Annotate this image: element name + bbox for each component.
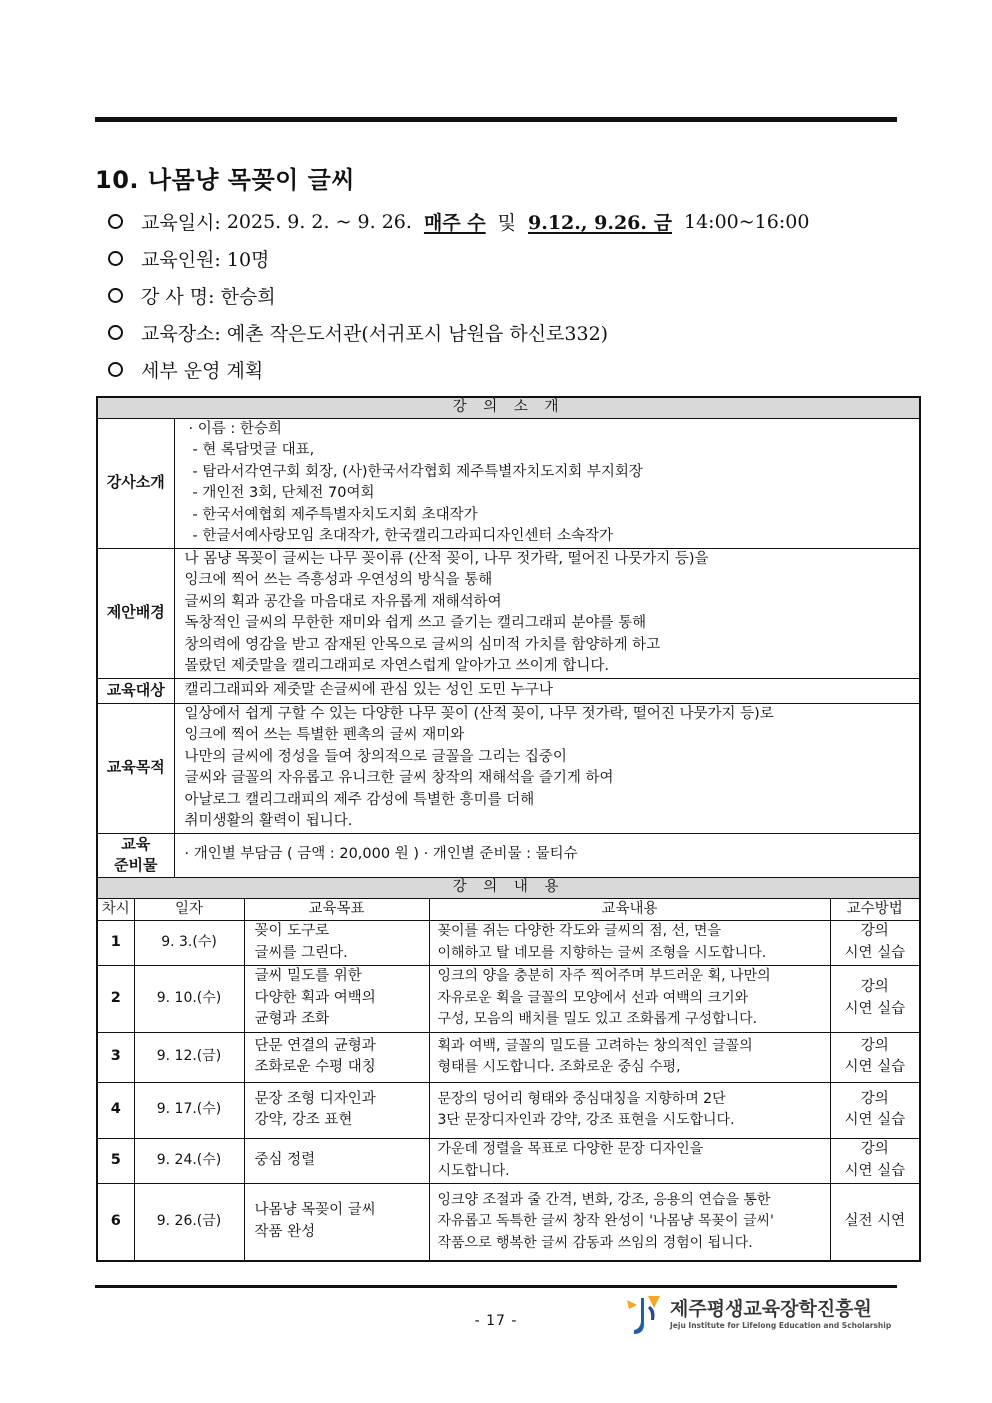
instructor-line: - 개인전 3회, 단체전 70여회 — [192, 485, 375, 501]
method-line: 강의 — [860, 979, 889, 995]
target-label: 교육대상 — [97, 678, 174, 703]
purpose-line: 나만의 글씨에 정성을 들여 창의적으로 글꼴을 그리는 집중이 — [184, 748, 567, 765]
target-text: 캘리그래피와 제줏말 손글씨에 관심 있는 성인 도민 누구나 — [174, 678, 920, 703]
content-line: 잉크의 양을 충분히 자주 찍어주며 부드러운 획, 나만의 — [437, 968, 771, 985]
content-line: 문장의 덩어리 형태와 중심대칭을 지향하며 2단 — [437, 1090, 726, 1107]
session-date: 9. 24.(수) — [134, 1138, 244, 1183]
session-method — [830, 1032, 920, 1082]
instructor-line: - 현 록담멋글 대표, — [192, 442, 315, 458]
plan-text: 세부 운영 계획 — [141, 360, 264, 382]
session-date: 9. 17.(수) — [134, 1082, 244, 1138]
goal-line: 조화로운 수평 대칭 — [254, 1059, 376, 1075]
capacity-text: 교육인원: 10명 — [141, 249, 270, 271]
session-method — [830, 920, 920, 965]
session-date: 9. 12.(금) — [134, 1032, 244, 1082]
table-row — [97, 1138, 920, 1183]
session-goal — [244, 1082, 429, 1138]
instructor-line: - 한국서예협회 제주특별자치도지회 초대작가 — [192, 506, 478, 523]
header-session: 차시 — [97, 898, 134, 920]
materials-label-line: 준비물 — [114, 856, 158, 874]
session-date: 9. 10.(수) — [134, 965, 244, 1032]
method-line: 시연 실습 — [844, 1059, 906, 1075]
goal-line: 균형과 조화 — [254, 1011, 330, 1028]
goal-line: 꽂이 도구로 — [254, 923, 330, 939]
org-logo-mark-icon — [624, 1294, 666, 1338]
session-date: 9. 3.(수) — [134, 920, 244, 965]
session-method — [830, 1183, 920, 1261]
session-date: 9. 26.(금) — [134, 1183, 244, 1261]
session-goal — [244, 1183, 429, 1261]
content-line: 획과 여백, 글꼴의 밀도를 고려하는 창의적인 글꼴의 — [437, 1037, 753, 1054]
session-content — [429, 1183, 830, 1261]
background-line: 글씨의 획과 공간을 마음대로 자유롭게 재해석하여 — [184, 593, 502, 610]
session-content — [429, 965, 830, 1032]
method-line: 강의 — [860, 1141, 889, 1157]
method-line: 강의 — [860, 1037, 889, 1054]
session-content — [429, 1032, 830, 1082]
instructor-line: - 한글서예사랑모임 초대작가, 한국캘리그라피디자인센터 소속작가 — [192, 528, 613, 544]
table-row — [97, 1082, 920, 1138]
background-line: 잉크에 찍어 쓰는 즉흥성과 우연성의 방식을 통해 — [184, 572, 493, 588]
session-number: 5 — [97, 1138, 134, 1183]
method-line: 강의 — [860, 1090, 889, 1107]
instructor-intro-body — [174, 418, 920, 548]
lecture-intro-band: 강 의 소 개 — [97, 397, 920, 418]
goal-line: 단문 연결의 균형과 — [254, 1037, 376, 1054]
content-line: 가운데 정렬을 목표로 다양한 문장 디자인을 — [437, 1141, 704, 1157]
purpose-line: 아날로그 캘리그래피의 제주 감성에 특별한 흥미를 더해 — [184, 791, 535, 808]
schedule-label: 교육일시: — [141, 212, 221, 234]
session-number: 1 — [97, 920, 134, 965]
method-line: 시연 실습 — [844, 1162, 906, 1179]
plan-table — [96, 396, 921, 1262]
session-method — [830, 1082, 920, 1138]
goal-line: 강약, 강조 표현 — [254, 1112, 353, 1128]
session-number: 3 — [97, 1032, 134, 1082]
info-capacity — [108, 240, 898, 277]
info-venue — [108, 314, 898, 351]
goal-line: 글씨를 그린다. — [254, 944, 348, 961]
content-line: 구성, 모음의 배치를 밀도 있고 조화롭게 구성합니다. — [437, 1011, 758, 1028]
purpose-line: 잉크에 찍어 쓰는 특별한 펜촉의 글씨 재미와 — [184, 727, 465, 743]
session-method — [830, 1138, 920, 1183]
page-number: - 17 - — [474, 1313, 518, 1329]
method-line: 실전 시연 — [844, 1213, 906, 1229]
session-number: 4 — [97, 1082, 134, 1138]
goal-line: 나몸냥 목꽂이 글씨 — [254, 1202, 376, 1219]
goal-line: 글씨 밀도를 위한 — [254, 968, 362, 985]
schedule-and: 및 — [497, 212, 516, 234]
instructor-line: - 탐라서각연구회 회장, (사)한국서각협회 제주특별자치도지회 부지회장 — [192, 463, 643, 480]
background-line: 몰랐던 제줏말을 캘리그래피로 자연스럽게 알아가고 쓰이게 합니다. — [184, 658, 609, 674]
bottom-rule — [95, 1285, 897, 1288]
circle-bullet-icon — [108, 362, 123, 377]
content-line: 형태를 시도합니다. 조화로운 중심 수평, — [437, 1059, 681, 1075]
circle-bullet-icon — [108, 251, 123, 266]
content-line: 시도합니다. — [437, 1162, 510, 1179]
header-content: 교육내용 — [429, 898, 830, 920]
method-line: 시연 실습 — [844, 1000, 906, 1017]
session-number: 2 — [97, 965, 134, 1032]
materials-label-line: 교육 — [121, 834, 151, 853]
method-line: 시연 실습 — [844, 944, 906, 961]
header-date: 일자 — [134, 898, 244, 920]
purpose-label: 교육목적 — [97, 703, 174, 833]
content-line: 잉크양 조절과 줄 간격, 변화, 강조, 응용의 연습을 통한 — [437, 1191, 771, 1208]
purpose-line: 글씨와 글꼴의 자유롭고 유니크한 글씨 창작의 재해석을 즐기게 하여 — [184, 770, 614, 786]
org-name: 제주평생교육장학진흥원 — [670, 1298, 872, 1320]
org-logo — [624, 1294, 904, 1339]
background-body — [174, 548, 920, 678]
background-label: 제안배경 — [97, 548, 174, 678]
background-line: 창의력에 영감을 받고 잠재된 안목으로 글씨의 심미적 가치를 함양하게 하고 — [184, 636, 661, 653]
table-row — [97, 965, 920, 1032]
table-row — [97, 1032, 920, 1082]
session-goal — [244, 965, 429, 1032]
session-goal — [244, 1138, 429, 1183]
session-number: 6 — [97, 1183, 134, 1261]
schedule-extra-days: 9.12., 9.26. 금 — [528, 212, 672, 234]
materials-label — [97, 833, 174, 877]
info-instructor — [108, 277, 898, 314]
instructor-text: 강 사 명: 한승희 — [141, 286, 276, 308]
session-content — [429, 1138, 830, 1183]
content-line: 자유롭고 독특한 글씨 창작 완성이 '나몸냥 목꽂이 글씨' — [437, 1213, 774, 1229]
info-list — [108, 203, 898, 388]
info-schedule — [108, 203, 898, 240]
header-goal: 교육목표 — [244, 898, 429, 920]
instructor-intro-label: 강사소개 — [97, 418, 174, 548]
background-line: 독창적인 글씨의 무한한 재미와 쉽게 쓰고 즐기는 캘리그래피 분야를 통해 — [184, 615, 647, 631]
session-goal — [244, 920, 429, 965]
schedule-period: 2025. 9. 2. ~ 9. 26. — [226, 210, 412, 233]
goal-line: 다양한 획과 여백의 — [254, 989, 376, 1006]
purpose-body — [174, 703, 920, 833]
method-line: 시연 실습 — [844, 1112, 906, 1128]
purpose-line: 일상에서 쉽게 구할 수 있는 다양한 나무 꽂이 (산적 꽂이, 나무 젓가락, 떨어진 나뭇가지 등)로 — [184, 705, 774, 722]
table-row — [97, 920, 920, 965]
top-rule — [95, 117, 897, 122]
content-line: 자유로운 획을 글꼴의 모양에서 선과 여백의 크기와 — [437, 989, 749, 1006]
method-line: 강의 — [860, 923, 889, 939]
instructor-line: · 이름 : 한승희 — [188, 420, 282, 437]
circle-bullet-icon — [108, 214, 123, 229]
materials-text: · 개인별 부담금 ( 금액 : 20,000 원 ) · 개인별 준비물 : 물티슈 — [174, 833, 920, 877]
goal-line: 문장 조형 디자인과 — [254, 1090, 376, 1107]
session-content — [429, 1082, 830, 1138]
venue-text: 교육장소: 예촌 작은도서관(서귀포시 남원읍 하신로332) — [141, 323, 609, 345]
schedule-time: 14:00~16:00 — [683, 210, 810, 233]
info-plan — [108, 351, 898, 388]
content-line: 꽂이를 쥐는 다양한 각도와 글씨의 점, 선, 면을 — [437, 923, 721, 939]
goal-line: 중심 정렬 — [254, 1151, 316, 1168]
session-method — [830, 965, 920, 1032]
lecture-content-band: 강 의 내 용 — [97, 877, 920, 898]
table-row — [97, 1183, 920, 1261]
purpose-line: 취미생활의 활력이 됩니다. — [184, 813, 353, 829]
circle-bullet-icon — [108, 288, 123, 303]
section-title: 10. 나몸냥 목꽂이 글씨 — [95, 166, 356, 194]
content-line: 3단 문장디자인과 강약, 강조 표현을 시도합니다. — [437, 1112, 735, 1128]
background-line: 나 몸냥 목꽂이 글씨는 나무 꽂이류 (산적 꽂이, 나무 젓가락, 떨어진 나뭇가지 등)을 — [184, 550, 709, 567]
session-content — [429, 920, 830, 965]
content-line: 이해하고 탈 네모를 지향하는 글씨 조형을 시도합니다. — [437, 944, 767, 961]
goal-line: 작품 완성 — [254, 1223, 316, 1240]
session-goal — [244, 1032, 429, 1082]
schedule-weekly: 매주 수 — [423, 212, 486, 234]
header-method: 교수방법 — [830, 898, 920, 920]
circle-bullet-icon — [108, 325, 123, 340]
content-line: 작품으로 행복한 글씨 감동과 쓰임의 경험이 됩니다. — [437, 1234, 753, 1251]
org-english-name: Jeju Institute for Lifelong Education and Scholarship — [670, 1321, 892, 1330]
